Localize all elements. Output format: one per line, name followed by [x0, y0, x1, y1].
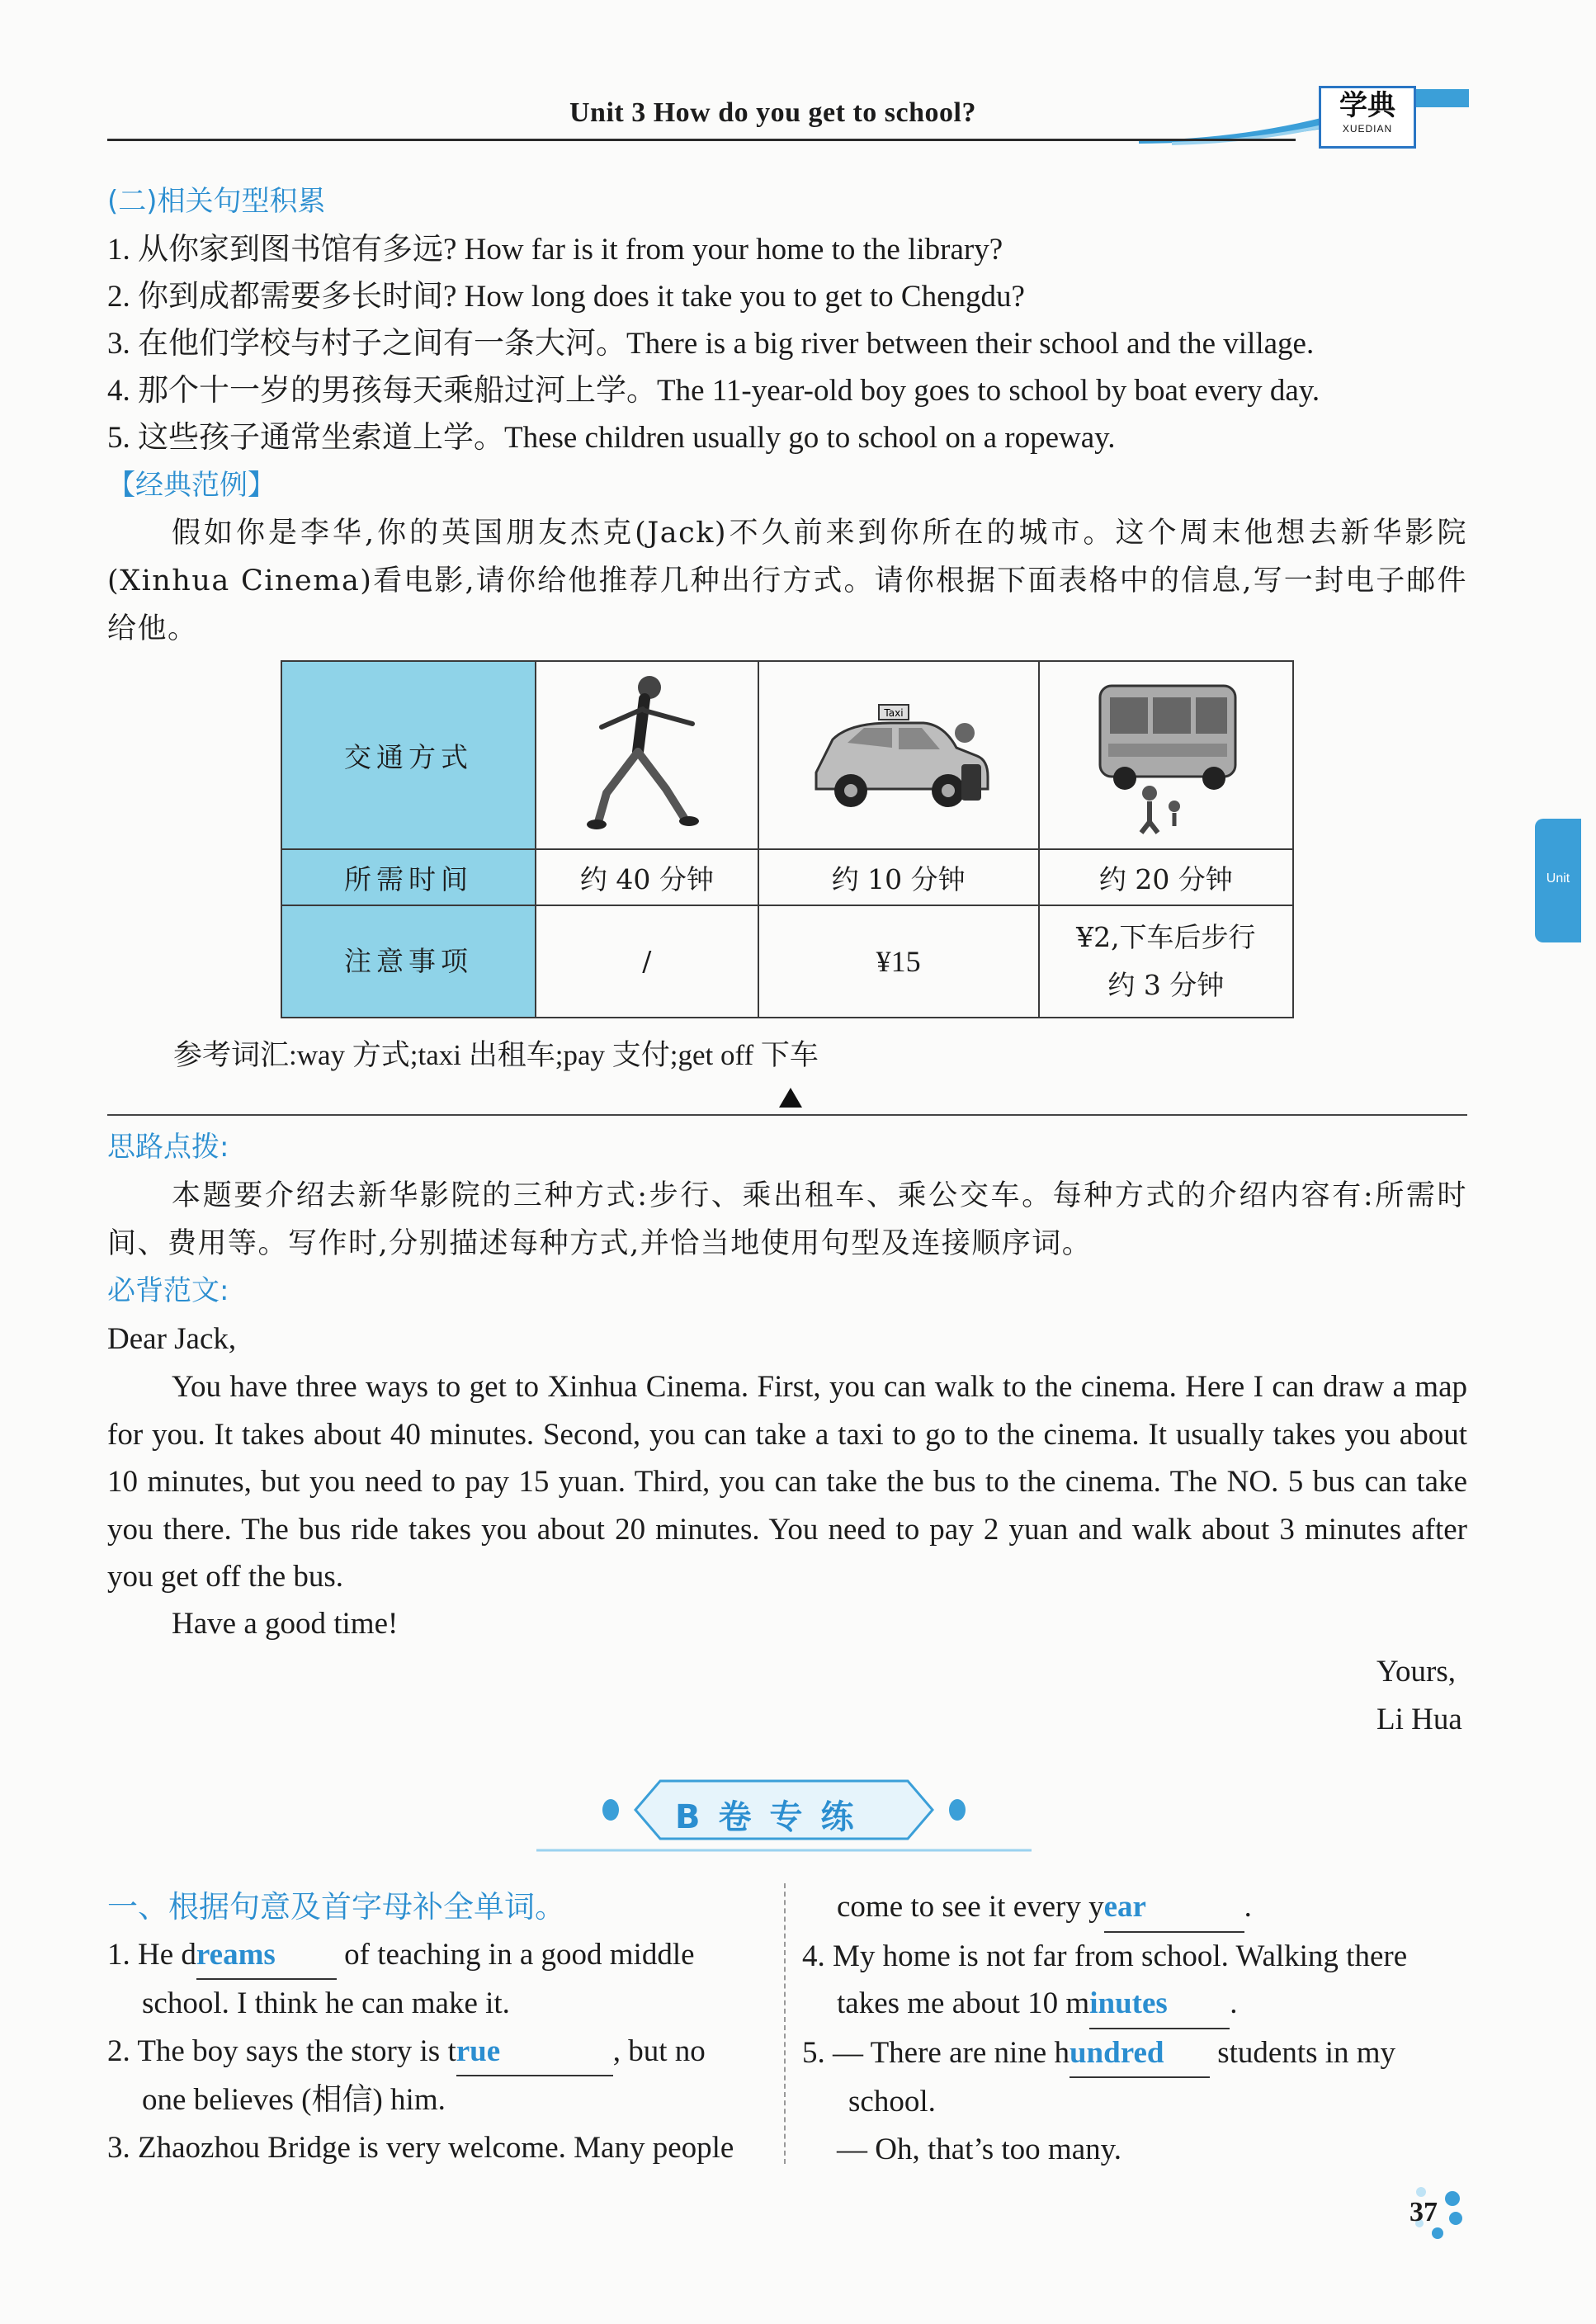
q2-text-b: , but no — [612, 2034, 706, 2068]
time-walk: 约 40 分钟 — [536, 849, 758, 905]
q5-line2: school. — [848, 2085, 936, 2119]
q4-text-b-b: . — [1230, 1986, 1238, 2020]
tips-body: 本题要介绍去新华影院的三种方式:步行、乘出租车、乘公交车。每种方式的介绍内容有:所需时间、费用等。写作时,分别描述每种方式,并恰当地使用句型及连接顺序词。 — [107, 1179, 1467, 1260]
letter-closing-line: Have a good time! — [172, 1607, 399, 1641]
walking-cell — [536, 661, 758, 849]
q1-text-b: of teaching in a good middle — [336, 1937, 695, 1972]
walking-person-icon — [569, 669, 725, 834]
exercise-right-column — [802, 1883, 1467, 2173]
section-divider — [107, 1114, 1467, 1116]
note-bus — [1039, 905, 1293, 1018]
page-number: 37 — [1409, 2197, 1438, 2227]
row-header-transport: 交通方式 — [281, 661, 536, 849]
time-taxi: 约 10 分钟 — [758, 849, 1039, 905]
q2-line2: one believes (相信) him. — [142, 2083, 446, 2117]
arrow-up-icon — [779, 1088, 802, 1108]
logo-english-text: XUEDIAN — [1342, 123, 1393, 135]
question-1 — [107, 1931, 767, 1981]
taxi-cell — [758, 661, 1039, 849]
column-divider — [784, 1883, 786, 2164]
question-5 — [802, 2029, 1467, 2079]
q3-text-c-a: come to see it every y — [837, 1890, 1104, 1924]
taxi-icon — [800, 673, 998, 830]
sentence-2: 2. 你到成都需要多长时间? How long does it take you to get to Chengdu? — [107, 280, 1025, 314]
exercise-left-column — [107, 1883, 767, 2171]
bus-icon — [1084, 669, 1249, 834]
header-rule — [107, 139, 1296, 141]
question-2 — [107, 2028, 767, 2077]
q1-text-a: 1. He d — [107, 1937, 196, 1972]
reference-vocabulary: 参考词汇:way 方式;taxi 出租车;pay 支付;get off 下车 — [173, 1039, 819, 1071]
sentence-4: 4. 那个十一岁的男孩每天乘船过河上学。The 11-year-old boy goes to school by boat every day. — [107, 374, 1320, 408]
note-taxi: ¥15 — [758, 905, 1039, 1018]
example-prompt: 假如你是李华,你的英国朋友杰克(Jack)不久前来到你所在的城市。这个周末他想去新华影院(Xinhua Cinema)看电影,请你给他推荐几种出行方式。请你根据下面表格中的信息,写一封电子邮件给他。 — [107, 517, 1467, 645]
sentence-1: 1. 从你家到图书馆有多远? How far is it from your home to the library? — [107, 233, 1003, 267]
letter-body: You have three ways to get to Xinhua Cinema. First, you can walk to the cinema. Here I can draw a map for you. It takes about 40 minutes. Second, you can take a taxi to go to the cinema. It usually takes you about 10 minutes, but you need to pay 15 yuan. Third, you can take the bus to the cinema. The NO. 5 bus can take you there. The bus ride takes you about 20 minutes. You need to pay 2 yuan and walk about 3 minutes after you get off the bus. — [107, 1370, 1467, 1594]
transport-table — [281, 660, 1294, 1018]
row-header-notes: 注意事项 — [281, 905, 536, 1018]
question-3: 3. Zhaozhou Bridge is very welcome. Many people — [107, 2130, 734, 2165]
taxi-sign-text: Taxi — [884, 707, 904, 719]
letter-signoff: Yours, — [1376, 1655, 1456, 1689]
letter-greeting: Dear Jack, — [107, 1322, 237, 1356]
tips-title: 思路点拨: — [107, 1131, 229, 1164]
section-title-sentence-patterns: (二)相关句型积累 — [107, 185, 326, 218]
q5-line3: — Oh, that’s too many. — [837, 2132, 1121, 2166]
q3-answer[interactable]: ear — [1104, 1883, 1244, 1933]
sentence-5: 5. 这些孩子通常坐索道上学。These children usually go to school on a ropeway. — [107, 421, 1116, 455]
logo-chinese-text: 学典 — [1339, 89, 1395, 122]
q4-answer[interactable]: inutes — [1089, 1980, 1230, 2029]
model-essay-title: 必背范文: — [107, 1274, 229, 1307]
row-header-time: 所需时间 — [281, 849, 536, 905]
side-tab-label: Unit — [1546, 872, 1570, 886]
letter-signature: Li Hua — [1376, 1703, 1462, 1736]
q5-answer[interactable]: undred — [1070, 2029, 1210, 2079]
q2-text-a: 2. The boy says the story is t — [107, 2034, 456, 2068]
q1-answer[interactable]: reams — [196, 1931, 337, 1981]
section-title-classic-example: 【经典范例】 — [107, 469, 276, 502]
note-bus-line2: 约 3 分钟 — [1107, 969, 1225, 1001]
note-walk: / — [536, 905, 758, 1018]
q4-line2 — [802, 1980, 1467, 2029]
q1-line2: school. I think he can make it. — [142, 1986, 510, 2020]
sentence-3: 3. 在他们学校与村子之间有一条大河。There is a big river between their school and the village. — [107, 327, 1315, 361]
xuedian-logo — [1319, 86, 1416, 149]
q4-text-b-a: takes me about 10 m — [837, 1986, 1090, 2020]
unit-header-title: Unit 3 How do you get to school? — [569, 97, 976, 128]
q3-text-c-b: . — [1244, 1890, 1252, 1924]
question-4: 4. My home is not far from school. Walking there — [802, 1939, 1408, 1973]
bus-cell — [1039, 661, 1293, 849]
q5-text-b: students in my — [1209, 2035, 1396, 2070]
b-section-banner-text: B卷专练 — [675, 1798, 872, 1836]
unit-side-tab — [1535, 819, 1581, 942]
q3-line2 — [802, 1883, 1467, 1933]
time-bus: 约 20 分钟 — [1039, 849, 1293, 905]
q5-text-a: 5. — There are nine h — [802, 2035, 1070, 2070]
note-bus-line1: ¥2,下车后步行 — [1076, 921, 1256, 953]
q2-answer[interactable]: rue — [456, 2028, 613, 2077]
part1-title: 一、根据句意及首字母补全单词。 — [107, 1889, 565, 1925]
